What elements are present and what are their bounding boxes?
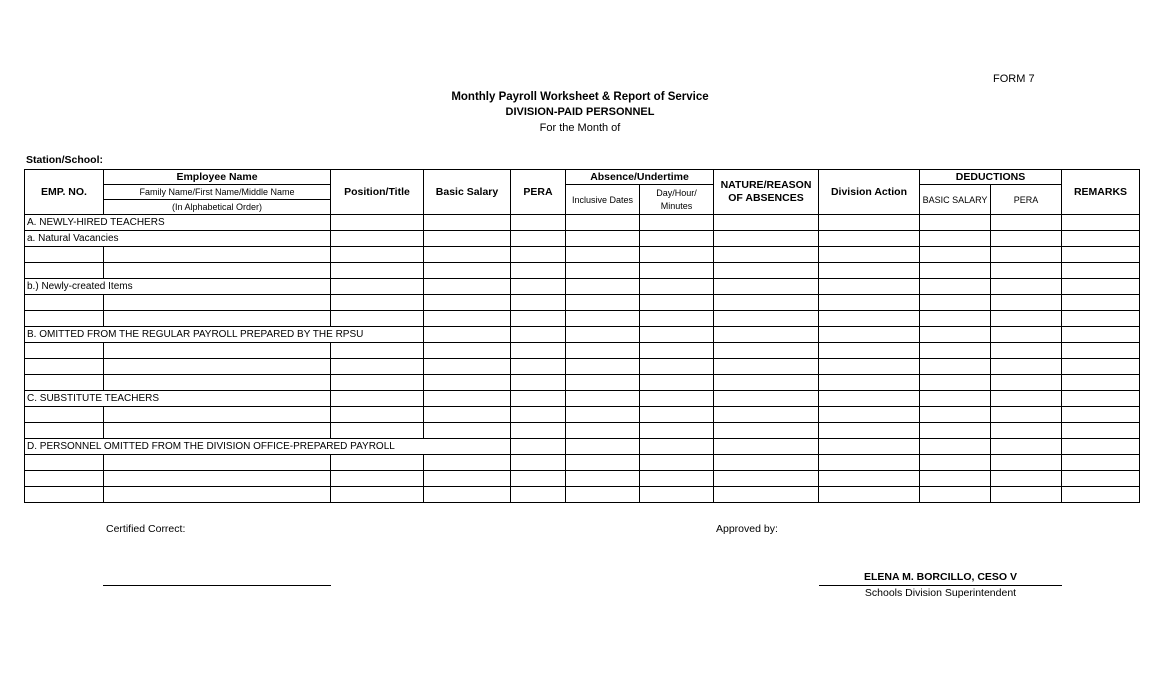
title-block (380, 89, 780, 137)
table-cell[interactable] (566, 375, 640, 391)
table-cell[interactable] (640, 407, 714, 423)
header-employee-name: Employee Name (104, 170, 331, 185)
table-cell[interactable] (511, 359, 566, 375)
section-row-c (25, 391, 1140, 407)
table-cell[interactable] (331, 231, 424, 247)
table-cell[interactable] (104, 455, 331, 471)
table-cell[interactable] (640, 263, 714, 279)
table-cell[interactable] (331, 295, 424, 311)
table-cell[interactable] (920, 343, 991, 359)
section-label-c: C. SUBSTITUTE TEACHERS (25, 391, 331, 407)
table-row (25, 295, 1140, 311)
table-cell[interactable] (511, 295, 566, 311)
table-cell[interactable] (920, 231, 991, 247)
table-cell[interactable] (920, 327, 991, 343)
table-cell[interactable] (991, 407, 1062, 423)
table-cell[interactable] (424, 231, 511, 247)
table-row (25, 407, 1140, 423)
section-row-a-natural (25, 231, 1140, 247)
table-cell[interactable] (331, 359, 424, 375)
table-cell[interactable] (1062, 247, 1140, 263)
table-cell[interactable] (104, 343, 331, 359)
table-cell[interactable] (331, 471, 424, 487)
table-cell[interactable] (640, 471, 714, 487)
table-cell[interactable] (566, 311, 640, 327)
payroll-body (25, 215, 1140, 503)
table-cell[interactable] (511, 263, 566, 279)
table-cell[interactable] (819, 279, 920, 295)
table-cell[interactable] (25, 359, 104, 375)
table-cell[interactable] (991, 295, 1062, 311)
table-cell[interactable] (640, 343, 714, 359)
table-cell[interactable] (819, 471, 920, 487)
table-cell[interactable] (640, 311, 714, 327)
table-cell[interactable] (714, 487, 819, 503)
table-cell[interactable] (25, 343, 104, 359)
table-cell[interactable] (25, 423, 104, 439)
table-cell[interactable] (640, 439, 714, 455)
table-cell[interactable] (566, 295, 640, 311)
certified-correct-label: Certified Correct: (106, 523, 186, 535)
table-cell[interactable] (819, 247, 920, 263)
header-pera: PERA (511, 170, 566, 215)
table-cell[interactable] (511, 247, 566, 263)
table-cell[interactable] (1062, 327, 1140, 343)
table-cell[interactable] (714, 343, 819, 359)
table-cell[interactable] (331, 279, 424, 295)
table-cell[interactable] (25, 263, 104, 279)
header-division-action: Division Action (819, 170, 920, 215)
table-cell[interactable] (424, 471, 511, 487)
header-inclusive-dates: Inclusive Dates (566, 185, 640, 215)
table-cell[interactable] (819, 343, 920, 359)
table-cell[interactable] (920, 375, 991, 391)
table-cell[interactable] (991, 375, 1062, 391)
table-cell[interactable] (104, 359, 331, 375)
table-cell[interactable] (819, 487, 920, 503)
table-cell[interactable] (104, 487, 331, 503)
header-emp-no: EMP. NO. (25, 170, 104, 215)
table-cell[interactable] (566, 455, 640, 471)
table-cell[interactable] (920, 215, 991, 231)
header-absence-undertime: Absence/Undertime (566, 170, 714, 185)
table-cell[interactable] (991, 487, 1062, 503)
table-cell[interactable] (104, 471, 331, 487)
table-cell[interactable] (1062, 263, 1140, 279)
table-cell[interactable] (920, 279, 991, 295)
table-cell[interactable] (819, 327, 920, 343)
table-row (25, 375, 1140, 391)
table-row (25, 359, 1140, 375)
table-cell[interactable] (566, 247, 640, 263)
table-cell[interactable] (511, 311, 566, 327)
document-title: Monthly Payroll Worksheet & Report of Service (451, 91, 709, 103)
table-row (25, 487, 1140, 503)
table-cell[interactable] (1062, 295, 1140, 311)
table-cell[interactable] (424, 407, 511, 423)
table-cell[interactable] (819, 263, 920, 279)
form-code: FORM 7 (993, 73, 1035, 85)
header-day-hour-minutes (640, 185, 714, 215)
table-cell[interactable] (1062, 359, 1140, 375)
table-cell[interactable] (920, 263, 991, 279)
table-cell[interactable] (714, 215, 819, 231)
table-cell[interactable] (640, 327, 714, 343)
table-cell[interactable] (566, 343, 640, 359)
payroll-table (24, 169, 1140, 503)
header-employee-name-sub1: Family Name/First Name/Middle Name (104, 185, 331, 200)
table-cell[interactable] (991, 423, 1062, 439)
table-cell[interactable] (104, 263, 331, 279)
header-nature-reason-line1: NATURE/REASON (720, 179, 812, 191)
table-cell[interactable] (819, 359, 920, 375)
table-cell[interactable] (25, 295, 104, 311)
table-cell[interactable] (511, 407, 566, 423)
header-employee-name-sub2: (In Alphabetical Order) (104, 200, 331, 215)
header-nature-reason (714, 170, 819, 215)
table-cell[interactable] (511, 279, 566, 295)
table-cell[interactable] (104, 407, 331, 423)
table-cell[interactable] (1062, 279, 1140, 295)
table-cell[interactable] (819, 295, 920, 311)
table-cell[interactable] (25, 375, 104, 391)
table-cell[interactable] (566, 215, 640, 231)
table-cell[interactable] (714, 471, 819, 487)
table-cell[interactable] (819, 439, 920, 455)
table-cell[interactable] (991, 471, 1062, 487)
table-cell[interactable] (714, 423, 819, 439)
table-cell[interactable] (511, 327, 566, 343)
table-cell[interactable] (331, 407, 424, 423)
table-cell[interactable] (331, 455, 424, 471)
table-cell[interactable] (511, 375, 566, 391)
table-cell[interactable] (640, 359, 714, 375)
table-cell[interactable] (640, 247, 714, 263)
section-label-b: B. OMITTED FROM THE REGULAR PAYROLL PREPARED BY THE RPSU (25, 327, 424, 343)
table-cell[interactable] (714, 279, 819, 295)
table-cell[interactable] (566, 359, 640, 375)
table-cell[interactable] (714, 327, 819, 343)
table-cell[interactable] (1062, 311, 1140, 327)
table-cell[interactable] (424, 295, 511, 311)
table-cell[interactable] (424, 311, 511, 327)
approved-by-label: Approved by: (716, 523, 778, 535)
table-cell[interactable] (511, 471, 566, 487)
table-cell[interactable] (920, 407, 991, 423)
table-cell[interactable] (511, 231, 566, 247)
table-cell[interactable] (331, 423, 424, 439)
table-cell[interactable] (424, 215, 511, 231)
table-cell[interactable] (511, 455, 566, 471)
table-cell[interactable] (1062, 423, 1140, 439)
header-day-hour-line1: Day/Hour/ (656, 187, 697, 198)
table-cell[interactable] (714, 407, 819, 423)
table-cell[interactable] (511, 215, 566, 231)
table-cell[interactable] (640, 215, 714, 231)
table-cell[interactable] (424, 327, 511, 343)
table-cell[interactable] (991, 359, 1062, 375)
table-cell[interactable] (920, 391, 991, 407)
section-label-a: A. NEWLY-HIRED TEACHERS (25, 215, 331, 231)
table-row (25, 423, 1140, 439)
header-basic-salary: Basic Salary (424, 170, 511, 215)
section-row-d (25, 439, 1140, 455)
table-cell[interactable] (714, 311, 819, 327)
table-cell[interactable] (920, 471, 991, 487)
signatory-name: ELENA M. BORCILLO, CESO V (863, 571, 1018, 583)
certifier-signature-line[interactable] (103, 585, 331, 586)
table-cell[interactable] (714, 231, 819, 247)
table-cell[interactable] (1062, 455, 1140, 471)
table-cell[interactable] (640, 231, 714, 247)
table-cell[interactable] (424, 455, 511, 471)
document-subtitle: DIVISION-PAID PERSONNEL (505, 106, 655, 118)
table-cell[interactable] (640, 391, 714, 407)
table-cell[interactable] (819, 455, 920, 471)
table-cell[interactable] (991, 343, 1062, 359)
table-cell[interactable] (1062, 471, 1140, 487)
table-row (25, 343, 1140, 359)
section-row-b (25, 327, 1140, 343)
table-cell[interactable] (331, 247, 424, 263)
table-row (25, 247, 1140, 263)
header-deduction-basic-salary: BASIC SALARY (920, 185, 991, 215)
table-cell[interactable] (1062, 439, 1140, 455)
table-cell[interactable] (640, 423, 714, 439)
header-deductions: DEDUCTIONS (920, 170, 1062, 185)
table-cell[interactable] (819, 215, 920, 231)
table-cell[interactable] (819, 407, 920, 423)
table-cell[interactable] (566, 327, 640, 343)
table-cell[interactable] (331, 343, 424, 359)
table-cell[interactable] (424, 247, 511, 263)
table-cell[interactable] (424, 263, 511, 279)
header-nature-reason-line2: OF ABSENCES (728, 192, 804, 204)
approver-signature-line (819, 585, 1062, 586)
table-cell[interactable] (920, 455, 991, 471)
table-cell[interactable] (331, 215, 424, 231)
header-remarks: REMARKS (1062, 170, 1140, 215)
table-cell[interactable] (991, 263, 1062, 279)
table-cell[interactable] (1062, 391, 1140, 407)
table-cell[interactable] (566, 407, 640, 423)
table-cell[interactable] (424, 391, 511, 407)
table-cell[interactable] (819, 375, 920, 391)
table-cell[interactable] (1062, 343, 1140, 359)
section-label-a-natural: a. Natural Vacancies (25, 231, 331, 247)
table-cell[interactable] (991, 231, 1062, 247)
table-cell[interactable] (920, 439, 991, 455)
table-cell[interactable] (511, 391, 566, 407)
table-cell[interactable] (991, 215, 1062, 231)
table-cell[interactable] (920, 247, 991, 263)
section-row-b-newly-created (25, 279, 1140, 295)
table-cell[interactable] (714, 455, 819, 471)
station-label: Station/School: (26, 154, 103, 166)
table-cell[interactable] (714, 295, 819, 311)
table-cell[interactable] (991, 391, 1062, 407)
table-cell[interactable] (1062, 407, 1140, 423)
table-row (25, 455, 1140, 471)
table-cell[interactable] (920, 423, 991, 439)
table-cell[interactable] (714, 359, 819, 375)
table-cell[interactable] (424, 343, 511, 359)
table-cell[interactable] (714, 263, 819, 279)
table-cell[interactable] (640, 455, 714, 471)
header-position-title: Position/Title (331, 170, 424, 215)
table-cell[interactable] (819, 391, 920, 407)
table-cell[interactable] (25, 455, 104, 471)
table-cell[interactable] (25, 407, 104, 423)
table-cell[interactable] (424, 359, 511, 375)
table-cell[interactable] (920, 295, 991, 311)
table-cell[interactable] (25, 311, 104, 327)
table-cell[interactable] (714, 439, 819, 455)
section-row-a (25, 215, 1140, 231)
table-cell[interactable] (819, 231, 920, 247)
table-cell[interactable] (991, 279, 1062, 295)
header-deduction-pera: PERA (991, 185, 1062, 215)
table-cell[interactable] (991, 311, 1062, 327)
table-cell[interactable] (1062, 215, 1140, 231)
table-cell[interactable] (1062, 375, 1140, 391)
table-cell[interactable] (331, 391, 424, 407)
table-cell[interactable] (331, 263, 424, 279)
table-cell[interactable] (640, 295, 714, 311)
header-day-hour-line2: Minutes (660, 200, 693, 211)
table-cell[interactable] (104, 295, 331, 311)
table-cell[interactable] (920, 359, 991, 375)
table-cell[interactable] (511, 439, 566, 455)
table-cell[interactable] (714, 391, 819, 407)
table-cell[interactable] (714, 375, 819, 391)
table-cell[interactable] (566, 487, 640, 503)
table-cell[interactable] (566, 263, 640, 279)
section-label-d: D. PERSONNEL OMITTED FROM THE DIVISION OFFICE-PREPARED PAYROLL (25, 439, 511, 455)
table-cell[interactable] (424, 375, 511, 391)
table-cell[interactable] (640, 487, 714, 503)
table-row (25, 471, 1140, 487)
section-label-b-newly-created: b.) Newly-created Items (25, 279, 331, 295)
table-cell[interactable] (104, 311, 331, 327)
table-cell[interactable] (511, 343, 566, 359)
table-cell[interactable] (640, 375, 714, 391)
table-cell[interactable] (25, 471, 104, 487)
table-cell[interactable] (331, 375, 424, 391)
table-cell[interactable] (424, 423, 511, 439)
table-cell[interactable] (511, 423, 566, 439)
table-cell[interactable] (424, 487, 511, 503)
table-cell[interactable] (566, 423, 640, 439)
table-cell[interactable] (1062, 487, 1140, 503)
table-cell[interactable] (511, 487, 566, 503)
period-label: For the Month of (539, 122, 621, 134)
table-cell[interactable] (819, 311, 920, 327)
table-cell[interactable] (1062, 231, 1140, 247)
table-cell[interactable] (566, 471, 640, 487)
signatory-title: Schools Division Superintendent (864, 587, 1017, 599)
table-cell[interactable] (991, 455, 1062, 471)
table-cell[interactable] (104, 247, 331, 263)
table-cell[interactable] (640, 279, 714, 295)
table-cell[interactable] (104, 423, 331, 439)
table-cell[interactable] (920, 311, 991, 327)
table-cell[interactable] (920, 487, 991, 503)
table-cell[interactable] (424, 279, 511, 295)
table-cell[interactable] (566, 279, 640, 295)
table-cell[interactable] (566, 231, 640, 247)
table-cell[interactable] (991, 439, 1062, 455)
table-cell[interactable] (331, 487, 424, 503)
table-cell[interactable] (331, 311, 424, 327)
table-cell[interactable] (566, 391, 640, 407)
table-cell[interactable] (991, 247, 1062, 263)
table-cell[interactable] (104, 375, 331, 391)
table-cell[interactable] (714, 247, 819, 263)
table-cell[interactable] (25, 247, 104, 263)
table-cell[interactable] (25, 487, 104, 503)
table-cell[interactable] (819, 423, 920, 439)
table-row (25, 263, 1140, 279)
table-cell[interactable] (566, 439, 640, 455)
table-row (25, 311, 1140, 327)
table-cell[interactable] (991, 327, 1062, 343)
